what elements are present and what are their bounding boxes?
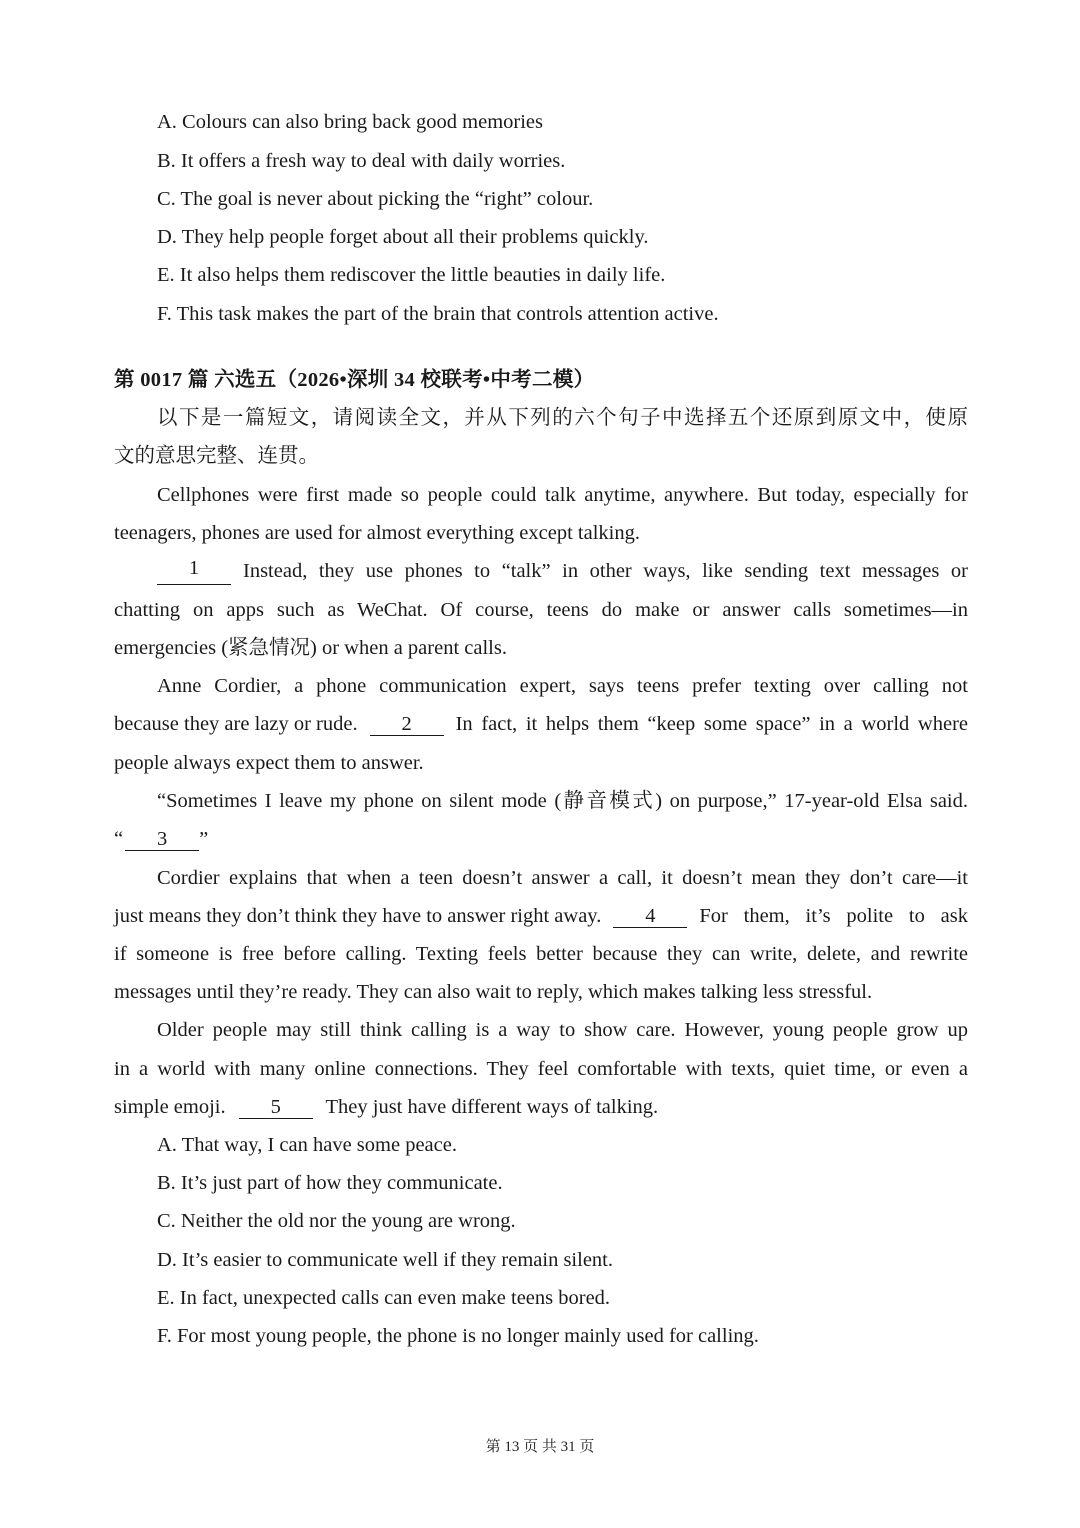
prev-option-c: C. The goal is never about picking the “right” colour. xyxy=(157,188,594,210)
blank-5[interactable]: 5 xyxy=(239,1096,313,1119)
passage-p3-line-3: people always expect them to answer. xyxy=(114,752,424,774)
passage-p6-line-3-before: simple emoji. xyxy=(114,1096,226,1118)
page-number-footer: 第 13 页 共 31 页 xyxy=(485,1439,595,1455)
passage-p3-line-1: Anne Cordier, a phone communication expert, says teens prefer texting over calling not xyxy=(157,675,968,697)
passage-p2-line-2: chatting on apps such as WeChat. Of course, teens do make or answer calls sometimes—in xyxy=(114,599,968,621)
quote-open: “ xyxy=(114,828,124,850)
blank-1[interactable]: 1 xyxy=(157,557,231,585)
passage-p5-line-2-before: just means they don’t think they have to answer right away. xyxy=(114,905,602,927)
blank-2[interactable]: 2 xyxy=(370,713,444,736)
instruction-line-2: 文的意思完整、连贯。 xyxy=(114,445,319,467)
option-b: B. It’s just part of how they communicate. xyxy=(157,1172,503,1194)
blank-3[interactable]: 3 xyxy=(125,828,199,851)
passage-p1-line-2: teenagers, phones are used for almost everything except talking. xyxy=(114,522,640,544)
passage-p6-line-1: Older people may still think calling is a way to show care. However, young people grow up xyxy=(157,1019,968,1041)
passage-p2-line-1 xyxy=(157,557,968,585)
option-e: E. In fact, unexpected calls can even make teens bored. xyxy=(157,1287,611,1309)
quote-close: ” xyxy=(199,828,209,850)
prev-option-a: A. Colours can also bring back good memories xyxy=(157,111,544,133)
passage-p5-line-1: Cordier explains that when a teen doesn’t answer a call, it doesn’t mean they don’t care—it xyxy=(157,867,968,889)
blank-4[interactable]: 4 xyxy=(613,905,687,928)
passage-p1-line-1: Cellphones were first made so people could talk anytime, anywhere. But today, especially for xyxy=(157,484,968,506)
option-f: F. For most young people, the phone is no longer mainly used for calling. xyxy=(157,1325,759,1347)
passage-p3-line-2 xyxy=(114,710,968,738)
prev-option-f: F. This task makes the part of the brain that controls attention active. xyxy=(157,303,719,325)
instruction-line-1: 以下是一篇短文，请阅读全文，并从下列的六个句子中选择五个还原到原文中，使原 xyxy=(157,407,968,429)
passage-p3-line-2-before: because they are lazy or rude. xyxy=(114,713,358,735)
passage-p6-line-3 xyxy=(114,1093,658,1121)
prev-option-d: D. They help people forget about all their problems quickly. xyxy=(157,226,649,248)
option-a: A. That way, I can have some peace. xyxy=(157,1134,457,1156)
prev-option-e: E. It also helps them rediscover the little beauties in daily life. xyxy=(157,264,666,286)
passage-p6-line-3-after: They just have different ways of talking. xyxy=(325,1096,659,1118)
passage-p5-line-2-after: For them, it’s polite to ask xyxy=(699,905,968,927)
passage-p5-line-4: messages until they’re ready. They can also wait to reply, which makes talking less stressful. xyxy=(114,981,873,1003)
passage-p6-line-2: in a world with many online connections. They feel comfortable with texts, quiet time, or even a xyxy=(114,1058,968,1080)
passage-p4-line-2 xyxy=(114,825,208,853)
passage-p2-line-3: emergencies (紧急情况) or when a parent calls. xyxy=(114,637,507,659)
passage-p5-line-2 xyxy=(114,902,968,930)
passage-p3-line-2-after: In fact, it helps them “keep some space” in a world where xyxy=(455,713,968,735)
passage-p5-line-3: if someone is free before calling. Texting feels better because they can write, delete, and rewrite xyxy=(114,943,968,965)
passage-p2-line-1-text: Instead, they use phones to “talk” in other ways, like sending text messages or xyxy=(243,560,968,582)
option-c: C. Neither the old nor the young are wrong. xyxy=(157,1210,516,1232)
option-d: D. It’s easier to communicate well if they remain silent. xyxy=(157,1249,613,1271)
prev-option-b: B. It offers a fresh way to deal with daily worries. xyxy=(157,150,566,172)
passage-p4-line-1: “Sometimes I leave my phone on silent mode (静音模式) on purpose,” 17-year-old Elsa said. xyxy=(157,790,968,812)
section-heading: 第 0017 篇 六选五（2026•深圳 34 校联考•中考二模） xyxy=(114,369,595,391)
